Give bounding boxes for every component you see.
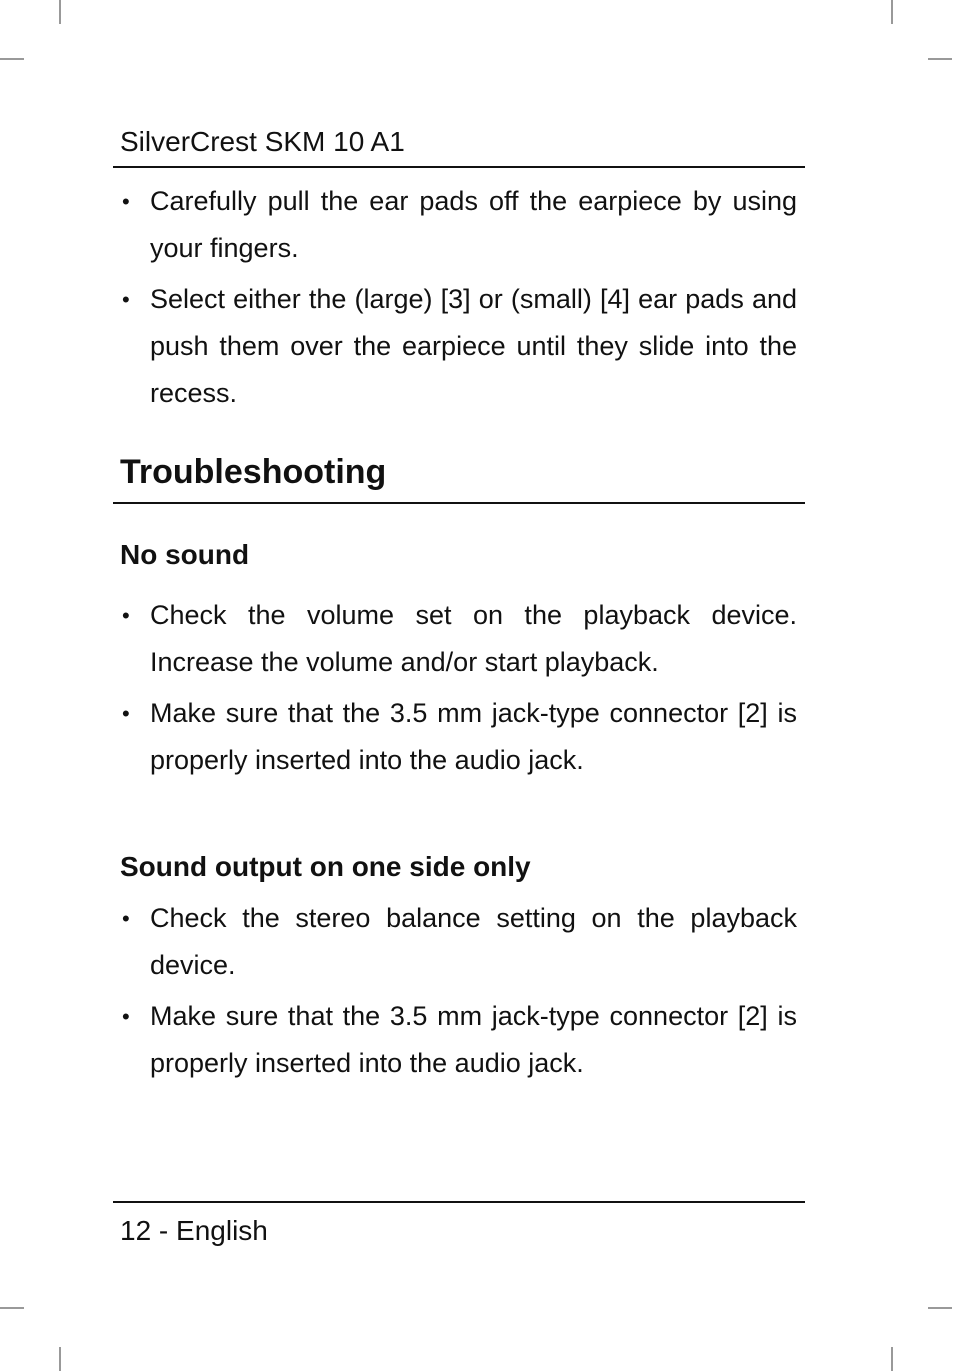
crop-mark-top-right	[891, 0, 893, 24]
bullet-icon: •	[122, 603, 130, 628]
one-side-bullet-list	[120, 895, 797, 1091]
list-item-text: Check the volume set on the playback device. Increase the volume and/or start playback.	[150, 600, 797, 677]
crop-mark-bottom-left	[59, 1347, 61, 1371]
list-item	[120, 276, 797, 417]
list-item	[120, 592, 797, 686]
list-item-text: Carefully pull the ear pads off the earpiece by using your fingers.	[150, 186, 797, 263]
list-item-text: Make sure that the 3.5 mm jack-type connector [2] is properly inserted into the audio jack.	[150, 698, 797, 775]
crop-mark-top-right	[928, 58, 952, 60]
list-item	[120, 895, 797, 989]
footer-divider	[113, 1201, 805, 1203]
bullet-icon: •	[122, 906, 130, 931]
crop-mark-top-left	[59, 0, 61, 24]
bullet-icon: •	[122, 701, 130, 726]
list-item	[120, 993, 797, 1087]
section-title: Troubleshooting	[120, 453, 387, 491]
section-divider	[113, 502, 805, 504]
list-item	[120, 690, 797, 784]
crop-mark-bottom-left	[0, 1307, 24, 1309]
intro-bullet-list	[120, 178, 797, 421]
no-sound-bullet-list	[120, 592, 797, 788]
subsection-title-one-side: Sound output on one side only	[120, 851, 531, 882]
header-divider	[113, 166, 805, 168]
list-item-text: Check the stereo balance setting on the playback device.	[150, 903, 797, 980]
crop-mark-bottom-right	[891, 1347, 893, 1371]
crop-mark-top-left	[0, 58, 24, 60]
list-item-text: Select either the (large) [3] or (small) [4] ear pads and push them over the earpiece until they slide into the recess.	[150, 284, 797, 408]
list-item	[120, 178, 797, 272]
crop-mark-bottom-right	[928, 1307, 952, 1309]
subsection-title-no-sound: No sound	[120, 539, 250, 570]
page-header-title: SilverCrest SKM 10 A1	[120, 126, 405, 157]
list-item-text: Make sure that the 3.5 mm jack-type connector [2] is properly inserted into the audio jack.	[150, 1001, 797, 1078]
bullet-icon: •	[122, 287, 130, 312]
bullet-icon: •	[122, 1004, 130, 1029]
bullet-icon: •	[122, 189, 130, 214]
page-number: 12 - English	[120, 1215, 268, 1246]
